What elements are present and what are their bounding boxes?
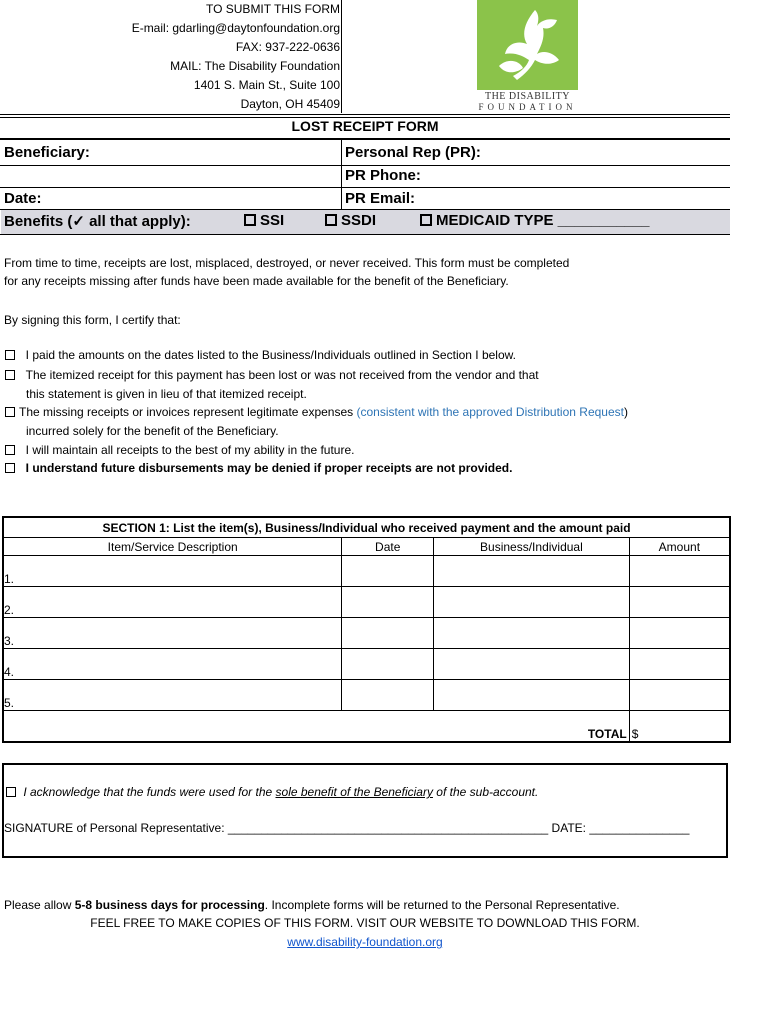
website-link-wrap [0,935,730,949]
table-row [3,680,730,711]
ssi-label: SSI [260,212,285,229]
cert-1-text: I paid the amounts on the dates listed to the Business/Individuals outlined in Section I below. [25,348,516,362]
foundation-logo [477,0,578,113]
intro-certify: By signing this form, I certify that: [4,313,181,327]
logo-text-line2: FOUNDATION [478,102,577,112]
medicaid-option[interactable] [420,212,649,229]
acknowledgement-box [2,763,728,858]
benefits-bottom-rule [0,234,730,235]
item-cell[interactable] [3,649,342,680]
pr-email-label: PR Email: [345,190,416,207]
ssi-checkbox[interactable] [244,214,256,226]
business-cell[interactable] [434,587,630,618]
table-row [3,587,730,618]
date-cell[interactable] [342,680,434,711]
processing-post: . Incomplete forms will be returned to the Personal Representative. [264,898,620,912]
row-number: 3. [4,634,15,648]
cert-2-continuation: this statement is given in lieu of that itemized receipt. [26,387,307,401]
intro-line-1: From time to time, receipts are lost, misplaced, destroyed, or never received. This form must be completed [4,256,570,270]
contact-block [100,0,340,114]
table-row [3,556,730,587]
processing-bold: 5-8 business days for processing [74,898,265,912]
contact-city: Dayton, OH 45409 [240,97,340,111]
amount-cell[interactable] [629,649,730,680]
acknowledge-text: I acknowledge that the funds were used for the [23,785,276,799]
acknowledge-underlined: sole benefit of the Beneficiary [275,785,433,799]
amount-cell[interactable] [629,618,730,649]
cert-item-1 [5,346,516,364]
item-cell[interactable] [3,587,342,618]
processing-note [4,898,620,912]
logo-green-panel [477,0,578,90]
ssi-option[interactable] [244,212,284,229]
business-cell[interactable] [434,680,630,711]
acknowledge-checkbox[interactable] [6,787,16,797]
cert-2-text: The itemized receipt for this payment has been lost or was not received from the vendor and that [25,368,539,382]
processing-pre: Please allow [4,898,75,912]
cert-3-blue-text: (consistent with the approved Distribution Request [356,405,624,419]
table-row [3,618,730,649]
contact-mail: MAIL: The Disability Foundation [170,59,340,73]
total-spacer [342,711,434,743]
col-header-date: Date [342,538,434,556]
amount-cell[interactable] [629,556,730,587]
section1-title: SECTION 1: List the item(s), Business/Individual who received payment and the amount paid [3,517,730,538]
cert-4-checkbox[interactable] [5,445,15,455]
intro-line-2: for any receipts missing after funds have been made available for the benefit of the Beneficiary. [4,274,509,288]
ssdi-checkbox[interactable] [325,214,337,226]
website-link[interactable]: www.disability-foundation.org [287,935,443,949]
form-title: LOST RECEIPT FORM [291,118,439,134]
personal-rep-label: Personal Rep (PR): [345,144,481,161]
cert-4-text: I will maintain all receipts to the best of my ability in the future. [25,443,355,457]
ssdi-label: SSDI [341,212,377,229]
cert-3-checkbox[interactable] [5,407,15,417]
section1-table [2,516,731,743]
table-row [3,649,730,680]
ssdi-option[interactable] [325,212,376,229]
cert-item-2 [5,366,539,384]
total-spacer [3,711,342,743]
total-amount-cell[interactable] [629,711,730,743]
date-cell[interactable] [342,587,434,618]
business-cell[interactable] [434,618,630,649]
cert-item-4 [5,441,355,459]
cert-3-text: The missing receipts or invoices represent legitimate expenses [19,405,357,419]
col-divider [341,139,342,209]
cert-3-close-paren: ) [623,405,628,419]
amount-cell[interactable] [629,587,730,618]
col-header-business: Business/Individual [434,538,630,556]
contact-street: 1401 S. Main St., Suite 100 [193,78,340,92]
title-rule [0,138,730,140]
acknowledge-line [6,783,538,801]
currency-symbol: $ [631,727,639,741]
contact-divider [341,0,342,113]
business-cell[interactable] [434,556,630,587]
cert-5-text: I understand future disbursements may be denied if proper receipts are not provided. [25,461,513,475]
top-rule [0,114,730,115]
cert-1-checkbox[interactable] [5,350,15,360]
amount-cell[interactable] [629,680,730,711]
item-cell[interactable] [3,556,342,587]
beneficiary-label: Beneficiary: [4,144,90,161]
contact-email: E-mail: gdarling@daytonfoundation.org [131,21,340,35]
item-cell[interactable] [3,680,342,711]
date-label: Date: [4,190,42,207]
contact-fax: FAX: 937-222-0636 [235,40,340,54]
cert-2-checkbox[interactable] [5,370,15,380]
col-header-amount: Amount [629,538,730,556]
logo-text-line1: THE DISABILITY [484,91,571,102]
total-label: TOTAL [434,711,630,743]
date-cell[interactable] [342,556,434,587]
row-rule-1 [0,165,730,166]
acknowledge-text-end: of the sub-account. [432,785,539,799]
cert-3-continuation: incurred solely for the benefit of the Beneficiary. [26,424,279,438]
cert-5-checkbox[interactable] [5,463,15,473]
row-number: 4. [4,665,15,679]
copies-note: FEEL FREE TO MAKE COPIES OF THIS FORM. VISIT OUR WEBSITE TO DOWNLOAD THIS FORM. [90,916,640,930]
row-number: 5. [4,696,15,710]
pr-phone-label: PR Phone: [345,167,421,184]
benefits-label: Benefits (✓ all that apply): [4,213,191,230]
contact-heading: TO SUBMIT THIS FORM [205,2,340,16]
signature-line[interactable]: SIGNATURE of Personal Representative: ________________________________________________ DATE: _______________ [4,821,690,835]
row-number: 1. [4,572,15,586]
row-number: 2. [4,603,15,617]
cert-item-5 [5,459,512,477]
business-cell[interactable] [434,649,630,680]
medicaid-label: MEDICAID TYPE ___________ [436,212,650,229]
item-cell[interactable] [3,618,342,649]
cert-item-3 [5,403,628,421]
total-row [3,711,730,743]
row-rule-2 [0,187,730,188]
medicaid-checkbox[interactable] [420,214,432,226]
leaf-icon [477,0,578,90]
date-cell[interactable] [342,618,434,649]
date-cell[interactable] [342,649,434,680]
col-header-item: Item/Service Description [3,538,342,556]
